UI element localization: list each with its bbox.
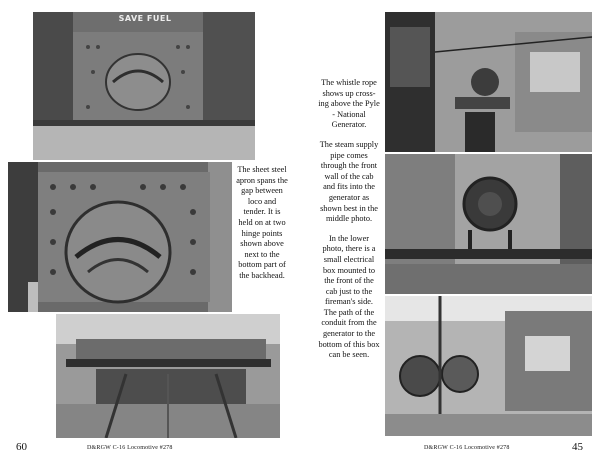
backhead-photo-middle-image — [8, 162, 232, 312]
right-caption — [318, 78, 380, 370]
right-page-number: 45 — [572, 441, 583, 453]
apron-photo-bottom — [56, 314, 280, 438]
left-page-number: 60 — [16, 441, 27, 453]
apron-photo-bottom-image — [56, 314, 280, 438]
right-caption-paragraph-3: In the lower photo, there is a small electrical box mounted to the front of the cab just to the fireman's side. The path of the conduit from the generator to the bottom of this box can be seen. — [318, 233, 380, 360]
generator-photo-top-image — [385, 12, 592, 152]
save-fuel-stencil: SAVE FUEL — [118, 14, 172, 23]
backhead-photo-top — [33, 12, 255, 160]
electrical-box-photo-bottom — [385, 296, 592, 436]
right-caption-paragraph-1: The whistle rope shows up cross-ing above the Pyle - National Generator. — [318, 78, 380, 130]
left-footer-text: D&RGW C-16 Locomotive #278 — [87, 445, 173, 451]
electrical-box-photo-bottom-image — [385, 296, 592, 436]
right-caption-paragraph-2: The steam supply pipe comes through the front wall of the cab and fits into the generator as shown best in the middle photo. — [319, 139, 379, 224]
generator-photo-top — [385, 12, 592, 152]
generator-photo-middle-image — [385, 154, 592, 294]
generator-photo-middle — [385, 154, 592, 294]
backhead-photo-top-image — [33, 12, 255, 160]
right-footer-text: D&RGW C-16 Locomotive #278 — [424, 445, 510, 451]
backhead-photo-middle — [8, 162, 232, 312]
left-caption: The sheet steel apron spans the gap between loco and tender. It is held on at two hinge points shown above next to the bottom part of the backhead. — [236, 165, 288, 280]
